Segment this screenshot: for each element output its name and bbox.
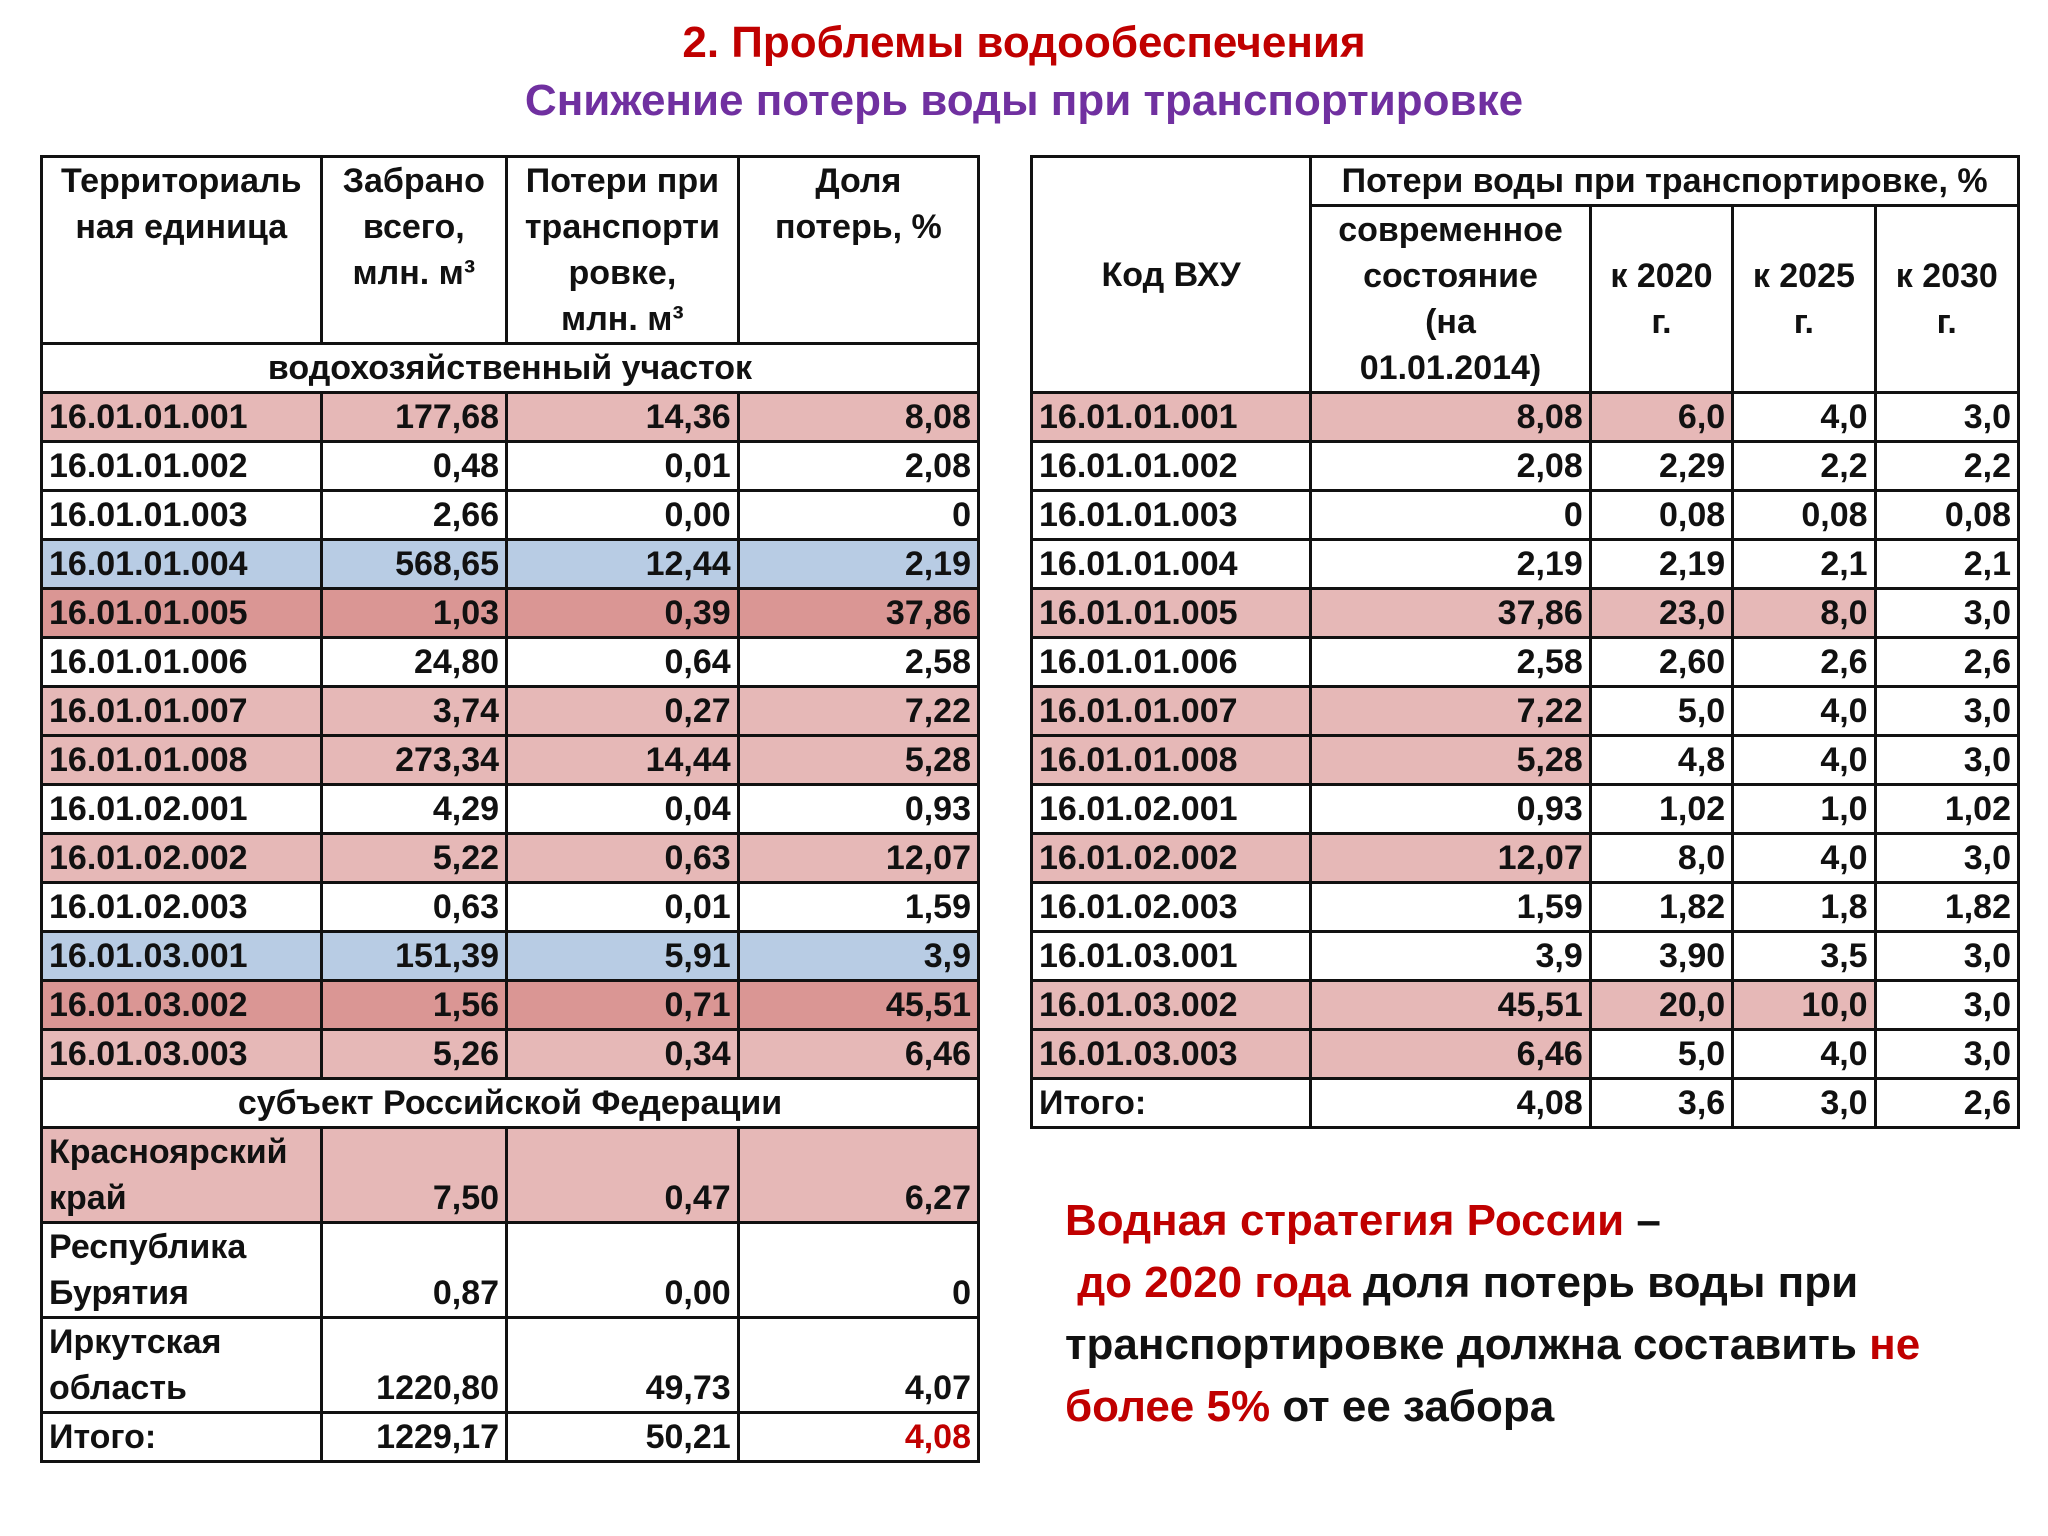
header-line: состояние [1363, 257, 1538, 295]
cell-code: 16.01.01.006 [1032, 638, 1311, 687]
cell-code: 16.01.01.007 [1032, 687, 1311, 736]
strategy-note [1065, 1190, 2025, 1438]
table-row [42, 1128, 979, 1223]
header-line: к 2030 [1895, 257, 1998, 295]
cell-2025: 3,5 [1733, 932, 1875, 981]
cell-current: 0 [1311, 491, 1591, 540]
cell-2020: 5,0 [1590, 687, 1732, 736]
cell-unit: 16.01.02.003 [42, 883, 322, 932]
cell-taken: 151,39 [321, 932, 507, 981]
cell-2025: 2,1 [1733, 540, 1875, 589]
cell-code: 16.01.01.004 [1032, 540, 1311, 589]
cell-2020: 3,90 [1590, 932, 1732, 981]
cell-loss: 0,00 [507, 1223, 739, 1318]
header-line: (на [1425, 303, 1476, 341]
cell-2025: 4,0 [1733, 1030, 1875, 1079]
cell-current: 3,9 [1311, 932, 1591, 981]
cell-code: 16.01.02.002 [1032, 834, 1311, 883]
cell-taken: 0,87 [321, 1223, 507, 1318]
cell-2030: 3,0 [1875, 981, 2018, 1030]
cell-2030: 2,6 [1875, 638, 2018, 687]
cell-unit: 16.01.02.002 [42, 834, 322, 883]
cell-2030: 3,0 [1875, 736, 2018, 785]
cell-code: 16.01.03.003 [1032, 1030, 1311, 1079]
cell-share: 12,07 [738, 834, 978, 883]
cell-share: 7,22 [738, 687, 978, 736]
cell-unit [42, 1223, 322, 1318]
section-water-district: водохозяйственный участок [42, 344, 979, 393]
cell-2030: 3,0 [1875, 687, 2018, 736]
table-row [42, 442, 979, 491]
table-total-row [42, 1413, 979, 1462]
cell-2025: 10,0 [1733, 981, 1875, 1030]
cell-unit: 16.01.01.007 [42, 687, 322, 736]
cell-code: 16.01.03.001 [1032, 932, 1311, 981]
cell-code: 16.01.01.005 [1032, 589, 1311, 638]
cell-unit: 16.01.01.008 [42, 736, 322, 785]
table-row [42, 1030, 979, 1079]
cell-code: 16.01.02.001 [1032, 785, 1311, 834]
cell-current: 45,51 [1311, 981, 1591, 1030]
header-taken-total [321, 157, 507, 344]
cell-2020: 2,60 [1590, 638, 1732, 687]
header-code: Код ВХУ [1032, 157, 1311, 393]
cell-loss: 14,44 [507, 736, 739, 785]
cell-taken: 24,80 [321, 638, 507, 687]
header-line: Территориаль [61, 162, 302, 200]
table-row [42, 736, 979, 785]
page-subtitle: Снижение потерь воды при транспортировке [524, 76, 1524, 125]
cell-2020: 5,0 [1590, 1030, 1732, 1079]
cell-current: 1,59 [1311, 883, 1591, 932]
cell-loss: 0,01 [507, 442, 739, 491]
note-dash: – [1624, 1196, 1661, 1245]
cell-2020: 1,82 [1590, 883, 1732, 932]
cell-current: 2,08 [1311, 442, 1591, 491]
cell-taken: 7,50 [321, 1128, 507, 1223]
cell-share: 4,08 [738, 1413, 978, 1462]
cell-total-label: Итого: [1032, 1079, 1311, 1128]
header-line: млн. м³ [352, 254, 476, 292]
table-row [42, 981, 979, 1030]
cell-share: 2,08 [738, 442, 978, 491]
cell-loss: 5,91 [507, 932, 739, 981]
header-loss-share [738, 157, 978, 344]
header-line: Потери при [525, 162, 719, 200]
cell-unit-line: Бурятия [49, 1274, 190, 1312]
cell-unit: 16.01.03.001 [42, 932, 322, 981]
header-line: потерь, % [774, 208, 942, 246]
cell-code: 16.01.03.002 [1032, 981, 1311, 1030]
cell-share: 2,58 [738, 638, 978, 687]
cell-2030: 3,0 [1875, 1030, 2018, 1079]
cell-share: 0 [738, 1223, 978, 1318]
cell-unit-line: Республика [49, 1228, 247, 1266]
cell-code: 16.01.01.001 [1032, 393, 1311, 442]
cell-2025: 2,6 [1733, 638, 1875, 687]
header-line: Забрано [342, 162, 485, 200]
cell-unit: 16.01.01.001 [42, 393, 322, 442]
note-text-end: от ее забора [1270, 1382, 1555, 1431]
header-line: современное [1338, 211, 1563, 249]
table-row [42, 1223, 979, 1318]
cell-unit-line: край [49, 1179, 127, 1217]
cell-current: 4,08 [1311, 1079, 1591, 1128]
cell-taken: 2,66 [321, 491, 507, 540]
table-row [1032, 932, 2019, 981]
cell-2030: 1,02 [1875, 785, 2018, 834]
loss-forecast-table [1030, 155, 2020, 1129]
section-row [42, 344, 979, 393]
cell-taken: 1,56 [321, 981, 507, 1030]
table-row [1032, 491, 2019, 540]
cell-2030: 2,2 [1875, 442, 2018, 491]
cell-current: 6,46 [1311, 1030, 1591, 1079]
cell-current: 7,22 [1311, 687, 1591, 736]
cell-2030: 2,6 [1875, 1079, 2018, 1128]
cell-unit-line: Красноярский [49, 1133, 288, 1171]
page-title: 2. Проблемы водообеспечения [682, 18, 1366, 67]
cell-2020: 2,19 [1590, 540, 1732, 589]
cell-taken: 1,03 [321, 589, 507, 638]
cell-share: 8,08 [738, 393, 978, 442]
header-line: 01.01.2014) [1359, 349, 1542, 387]
cell-unit: 16.01.01.004 [42, 540, 322, 589]
header-line: ровке, [568, 254, 677, 292]
cell-share: 45,51 [738, 981, 978, 1030]
table-row [1032, 736, 2019, 785]
table-row [42, 638, 979, 687]
cell-taken: 0,48 [321, 442, 507, 491]
cell-loss: 0,71 [507, 981, 739, 1030]
cell-2030: 3,0 [1875, 834, 2018, 883]
header-line: Доля [815, 162, 902, 200]
cell-2030: 3,0 [1875, 932, 2018, 981]
header-line: г. [1936, 303, 1957, 341]
cell-2020: 1,02 [1590, 785, 1732, 834]
table-row [1032, 393, 2019, 442]
header-loss-group: Потери воды при транспортировке, % [1311, 157, 2019, 206]
cell-share: 3,9 [738, 932, 978, 981]
cell-current: 12,07 [1311, 834, 1591, 883]
cell-loss: 0,63 [507, 834, 739, 883]
cell-current: 8,08 [1311, 393, 1591, 442]
cell-code: 16.01.01.003 [1032, 491, 1311, 540]
table-row [1032, 785, 2019, 834]
water-intake-table [40, 155, 980, 1463]
header-line: млн. м³ [561, 300, 684, 338]
cell-taken: 1220,80 [321, 1318, 507, 1413]
header-line: всего, [362, 208, 465, 246]
header-line: ная единица [75, 208, 288, 246]
cell-2025: 1,0 [1733, 785, 1875, 834]
cell-2020: 3,6 [1590, 1079, 1732, 1128]
cell-2025: 1,8 [1733, 883, 1875, 932]
cell-2025: 4,0 [1733, 687, 1875, 736]
cell-loss: 0,34 [507, 1030, 739, 1079]
table-row [1032, 638, 2019, 687]
cell-2030: 0,08 [1875, 491, 2018, 540]
cell-2020: 23,0 [1590, 589, 1732, 638]
cell-taken: 5,22 [321, 834, 507, 883]
cell-current: 0,93 [1311, 785, 1591, 834]
cell-2030: 3,0 [1875, 589, 2018, 638]
header-line: транспорти [524, 208, 720, 246]
table-row [1032, 981, 2019, 1030]
section-row [42, 1079, 979, 1128]
header-line: к 2020 [1610, 257, 1713, 295]
cell-unit: 16.01.01.002 [42, 442, 322, 491]
table-row [1032, 883, 2019, 932]
cell-unit: 16.01.02.001 [42, 785, 322, 834]
cell-loss: 0,27 [507, 687, 739, 736]
cell-taken: 1229,17 [321, 1413, 507, 1462]
cell-2020: 0,08 [1590, 491, 1732, 540]
cell-unit-line: область [49, 1369, 187, 1407]
note-deadline: до 2020 года [1077, 1258, 1351, 1307]
cell-taken: 177,68 [321, 393, 507, 442]
cell-2025: 8,0 [1733, 589, 1875, 638]
cell-code: 16.01.01.008 [1032, 736, 1311, 785]
cell-unit: 16.01.03.002 [42, 981, 322, 1030]
cell-unit: 16.01.01.005 [42, 589, 322, 638]
cell-loss: 0,01 [507, 883, 739, 932]
cell-loss: 12,44 [507, 540, 739, 589]
table-row [42, 883, 979, 932]
cell-share: 0,93 [738, 785, 978, 834]
note-target: не более 5% [1065, 1320, 1921, 1431]
header-line: г. [1651, 303, 1672, 341]
table-row [42, 785, 979, 834]
cell-taken: 273,34 [321, 736, 507, 785]
header-2025 [1733, 206, 1875, 393]
table-header-row [1032, 157, 2019, 206]
header-line: г. [1793, 303, 1814, 341]
table-total-row [1032, 1079, 2019, 1128]
table-row [42, 834, 979, 883]
cell-unit: 16.01.01.006 [42, 638, 322, 687]
table-row [42, 687, 979, 736]
table-row [1032, 1030, 2019, 1079]
cell-code: 16.01.01.002 [1032, 442, 1311, 491]
cell-2030: 2,1 [1875, 540, 2018, 589]
section-federal-subject: субъект Российской Федерации [42, 1079, 979, 1128]
header-territorial-unit [42, 157, 322, 344]
cell-taken: 568,65 [321, 540, 507, 589]
cell-taken: 4,29 [321, 785, 507, 834]
note-text: доля потерь воды при транспортировке должна составить [1065, 1258, 1870, 1369]
cell-2025: 2,2 [1733, 442, 1875, 491]
cell-2020: 8,0 [1590, 834, 1732, 883]
cell-loss: 50,21 [507, 1413, 739, 1462]
header-line: к 2025 [1752, 257, 1855, 295]
cell-2025: 0,08 [1733, 491, 1875, 540]
cell-loss: 0,64 [507, 638, 739, 687]
cell-share: 2,19 [738, 540, 978, 589]
cell-taken: 5,26 [321, 1030, 507, 1079]
cell-2030: 3,0 [1875, 393, 2018, 442]
cell-current: 2,58 [1311, 638, 1591, 687]
cell-2025: 4,0 [1733, 393, 1875, 442]
cell-unit: 16.01.03.003 [42, 1030, 322, 1079]
header-current-state [1311, 206, 1591, 393]
cell-code: 16.01.02.003 [1032, 883, 1311, 932]
cell-2025: 3,0 [1733, 1079, 1875, 1128]
cell-loss: 0,47 [507, 1128, 739, 1223]
cell-loss: 0,39 [507, 589, 739, 638]
cell-loss: 0,00 [507, 491, 739, 540]
table-row [42, 1318, 979, 1413]
table-row [42, 491, 979, 540]
cell-loss: 49,73 [507, 1318, 739, 1413]
table-header-row [42, 157, 979, 344]
table-row [42, 589, 979, 638]
cell-unit [42, 1128, 322, 1223]
note-strategy-name: Водная стратегия России [1065, 1196, 1625, 1245]
cell-2020: 4,8 [1590, 736, 1732, 785]
cell-2030: 1,82 [1875, 883, 2018, 932]
cell-share: 6,46 [738, 1030, 978, 1079]
header-2030 [1875, 206, 2018, 393]
table-row [1032, 687, 2019, 736]
cell-share: 1,59 [738, 883, 978, 932]
table-row [42, 932, 979, 981]
cell-share: 5,28 [738, 736, 978, 785]
cell-share: 6,27 [738, 1128, 978, 1223]
cell-unit [42, 1318, 322, 1413]
cell-2025: 4,0 [1733, 834, 1875, 883]
cell-taken: 3,74 [321, 687, 507, 736]
cell-2020: 6,0 [1590, 393, 1732, 442]
note-line [1065, 1190, 2025, 1252]
header-2020 [1590, 206, 1732, 393]
cell-share: 37,86 [738, 589, 978, 638]
cell-taken: 0,63 [321, 883, 507, 932]
cell-loss: 0,04 [507, 785, 739, 834]
cell-total-label: Итого: [42, 1413, 322, 1462]
table-row [42, 393, 979, 442]
table-row [1032, 442, 2019, 491]
table-row [1032, 834, 2019, 883]
cell-loss: 14,36 [507, 393, 739, 442]
cell-2020: 2,29 [1590, 442, 1732, 491]
cell-unit-line: Иркутская [49, 1323, 222, 1361]
cell-current: 5,28 [1311, 736, 1591, 785]
cell-2025: 4,0 [1733, 736, 1875, 785]
note-line [1065, 1252, 2025, 1438]
table-row [42, 540, 979, 589]
cell-unit: 16.01.01.003 [42, 491, 322, 540]
table-row [1032, 540, 2019, 589]
header-transport-losses [507, 157, 739, 344]
cell-share: 4,07 [738, 1318, 978, 1413]
table-row [1032, 589, 2019, 638]
cell-share: 0 [738, 491, 978, 540]
cell-current: 37,86 [1311, 589, 1591, 638]
cell-2020: 20,0 [1590, 981, 1732, 1030]
cell-current: 2,19 [1311, 540, 1591, 589]
